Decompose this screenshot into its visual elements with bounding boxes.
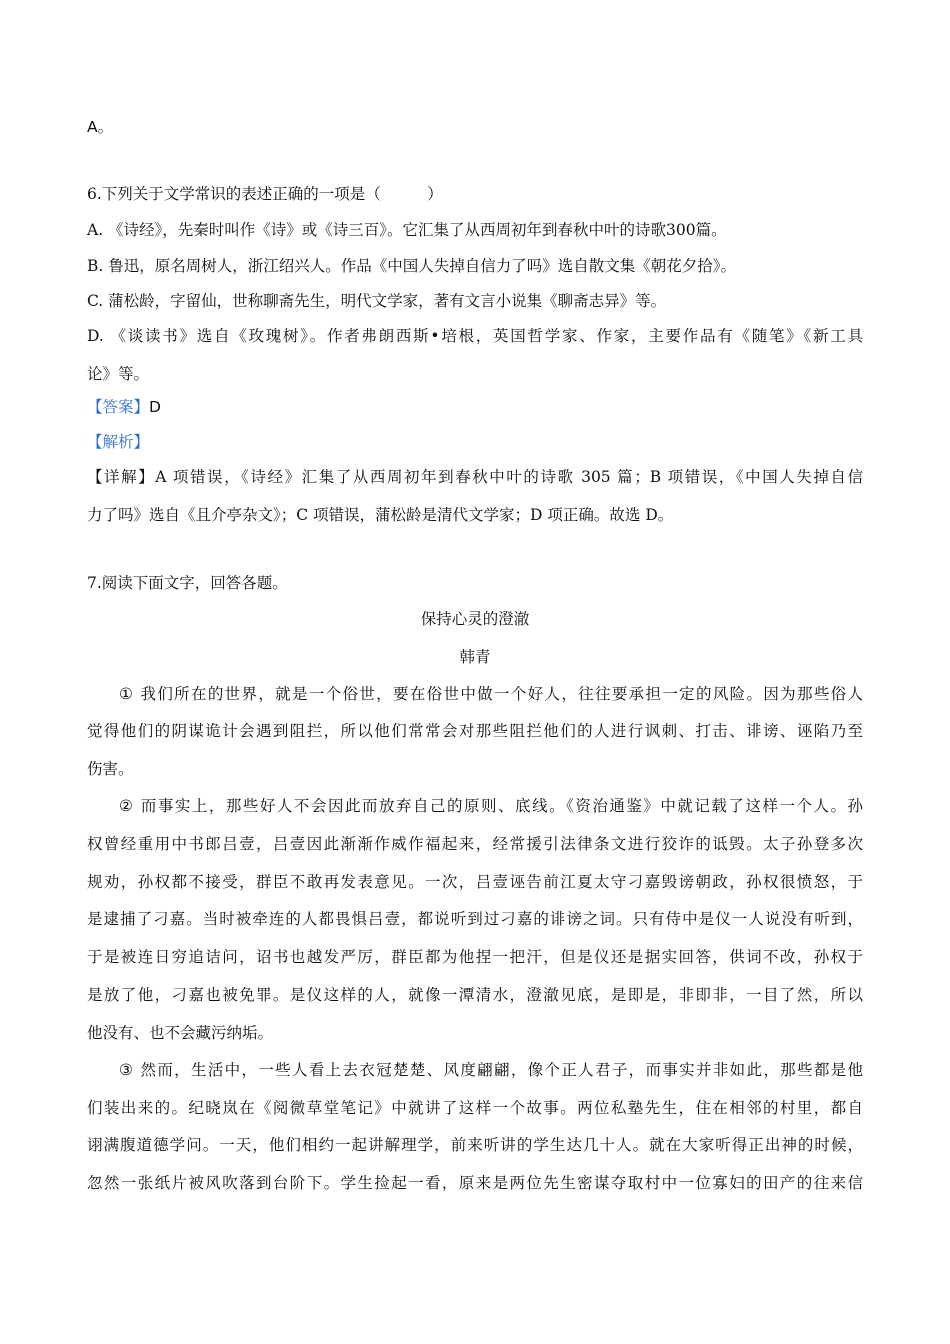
question-6-option-d-line-1: D. 《谈读书》选自《玫瑰树》。作者弗朗西斯•培根，英国哲学家、作家，主要作品有《随笔》《新工具 [87,327,863,345]
answer-line [87,397,161,417]
article-line: ① 我们所在的世界，就是一个俗世，要在俗世中做一个好人，往往要承担一定的风险。因为那些俗人 [119,685,863,703]
question-7-stem: 7.阅读下面文字，回答各题。 [87,574,288,592]
article-line: 规劝，孙权都不接受，群臣不敢再发表意见。一次，吕壹诬告前江夏太守刁嘉毁谤朝政，孙权很愤怒，于 [87,873,863,891]
detail-line-1: 【详解】A 项错误，《诗经》汇集了从西周初年到春秋中叶的诗歌 305 篇；B 项错误，《中国人失掉自信 [87,468,863,486]
question-6-stem: 6.下列关于文学常识的表述正确的一项是（ ） [87,185,443,203]
article-line: 们装出来的。纪晓岚在《阅微草堂笔记》中就讲了这样一个故事。两位私塾先生，住在相邻的村里，都自 [87,1099,863,1117]
article-title: 保持心灵的澄澈 [420,610,530,628]
article-line: ③ 然而，生活中，一些人看上去衣冠楚楚、风度翩翩，像个正人君子，而事实并非如此，那些都是他 [119,1061,863,1079]
article-line: 是放了他，刁嘉也被免罪。是仪这样的人，就像一潭清水，澄澈见底，是即是，非即非，一目了然，所以 [87,986,863,1004]
question-6-option-c: C. 蒲松龄，字留仙，世称聊斋先生，明代文学家，著有文言小说集《聊斋志异》等。 [87,292,667,310]
article-line: 诩满腹道德学问。一天，他们相约一起讲解理学，前来听讲的学生达几十人。就在大家听得正出神的时候， [87,1136,863,1154]
article-line: 觉得他们的阴谋诡计会遇到阻拦，所以他们常常会对那些阻拦他们的人进行讽刺、打击、诽谤、诬陷乃至 [87,722,863,740]
previous-answer-tail: A。 [87,118,114,136]
article-line: 权曾经重用中书郎吕壹，吕壹因此渐渐作威作福起来，经常援引法律条文进行狡诈的诋毁。太子孙登多次 [87,835,863,853]
answer-value: D [149,398,161,416]
article-line: 他没有、也不会藏污纳垢。 [87,1024,274,1042]
analysis-tag: 【解析】 [87,433,150,451]
article-line: 是逮捕了刁嘉。当时被牵连的人都畏惧吕壹，都说听到过刁嘉的诽谤之词。只有侍中是仪一人说没有听到， [87,910,863,928]
detail-line-2: 力了吗》选自《且介亭杂文》；C 项错误，蒲松龄是清代文学家；D 项正确。故选 D。 [87,506,674,524]
answer-tag: 【答案】 [87,398,150,416]
question-6-option-d-line-2: 论》等。 [87,365,150,383]
article-author: 韩青 [459,648,491,666]
question-6-option-a: A. 《诗经》，先秦时叫作《诗》或《诗三百》。它汇集了从西周初年到春秋中叶的诗歌300篇。 [87,221,727,239]
article-line: 伤害。 [87,760,134,778]
question-6-option-b: B. 鲁迅，原名周树人，浙江绍兴人。作品《中国人失掉自信力了吗》选自散文集《朝花夕拾》。 [87,257,736,275]
article-line: 忽然一张纸片被风吹落到台阶下。学生捡起一看，原来是两位先生密谋夺取村中一位寡妇的田产的往来信 [87,1174,863,1192]
article-line: 于是被连日穷追诘问，诏书也越发严厉，群臣都为他捏一把汗，但是仪还是据实回答，供词不改，孙权于 [87,948,863,966]
article-line: ② 而事实上，那些好人不会因此而放弃自己的原则、底线。《资治通鉴》中就记载了这样一个人。孙 [119,797,863,815]
